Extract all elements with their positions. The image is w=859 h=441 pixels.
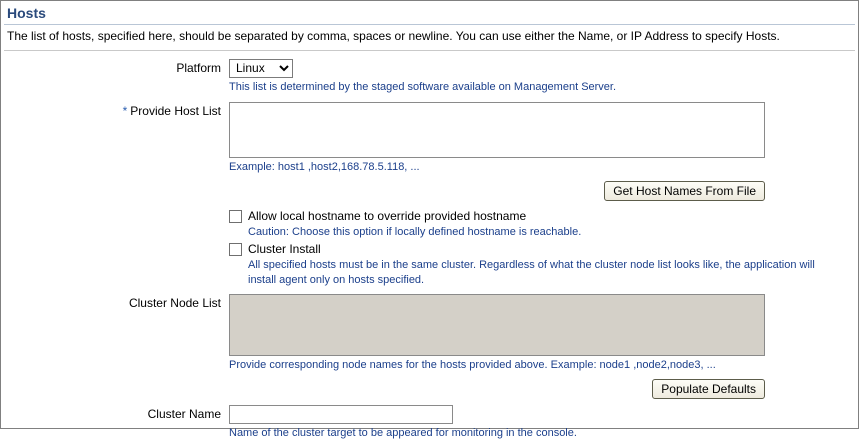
get-host-names-from-file-button[interactable]: Get Host Names From File — [604, 181, 765, 201]
cluster-name-input[interactable] — [229, 405, 453, 424]
cluster-install-note: All specified hosts must be in the same cluster. Regardless of what the cluster node list looks like, the application will install agent only on hosts specified. — [248, 259, 815, 286]
cluster-node-list-textarea[interactable] — [229, 294, 765, 356]
platform-row — [1, 59, 858, 95]
host-list-label-cell — [1, 102, 229, 118]
host-list-label: Provide Host List — [130, 104, 221, 119]
override-hostname-field — [229, 207, 858, 288]
override-hostname-caution: Caution: Choose this option if locally defined hostname is reachable. — [248, 226, 582, 239]
cluster-install-checkbox[interactable] — [229, 243, 242, 256]
override-hostname-label: Allow local hostname to override provided hostname — [248, 209, 527, 224]
cluster-node-list-field — [229, 294, 858, 399]
override-hostname-label-spacer — [1, 207, 229, 209]
cluster-node-list-row — [1, 294, 858, 399]
populate-defaults-button[interactable]: Populate Defaults — [652, 379, 765, 399]
hosts-form — [1, 51, 858, 441]
intro-text: The list of hosts, specified here, should be separated by comma, spaces or newline. You can use either the Name, or IP Address to specify Hosts. — [7, 29, 780, 43]
override-hostname-checkbox-row[interactable] — [229, 209, 848, 223]
override-hostname-checkbox[interactable] — [229, 210, 242, 223]
page-title: Hosts — [7, 5, 46, 21]
host-list-row — [1, 102, 858, 201]
spacer — [1, 94, 858, 102]
cluster-install-label: Cluster Install — [248, 242, 321, 257]
required-marker-icon: * — [122, 104, 128, 119]
override-hostname-row — [1, 207, 858, 288]
cluster-node-list-button-row — [229, 379, 765, 399]
host-list-example: Example: host1 ,host2,168.78.5.118, ... — [229, 161, 420, 174]
platform-hint: This list is determined by the staged software available on Management Server. — [229, 80, 617, 93]
cluster-name-hint: Name of the cluster target to be appeared for monitoring in the console. — [229, 426, 577, 439]
cluster-name-label: Cluster Name — [147, 406, 221, 421]
cluster-name-row — [1, 405, 858, 441]
host-list-textarea[interactable] — [229, 102, 765, 158]
cluster-node-list-label: Cluster Node List — [128, 295, 221, 310]
cluster-node-list-hint: Provide corresponding node names for the hosts provided above. Example: node1 ,node2,node3, ... — [229, 358, 716, 371]
platform-select[interactable] — [229, 59, 293, 78]
cluster-install-checkbox-row[interactable] — [229, 242, 848, 256]
platform-label: Platform — [176, 60, 221, 75]
platform-field — [229, 59, 858, 95]
host-list-button-row — [229, 181, 765, 201]
host-list-field — [229, 102, 858, 201]
cluster-name-field — [229, 405, 858, 441]
